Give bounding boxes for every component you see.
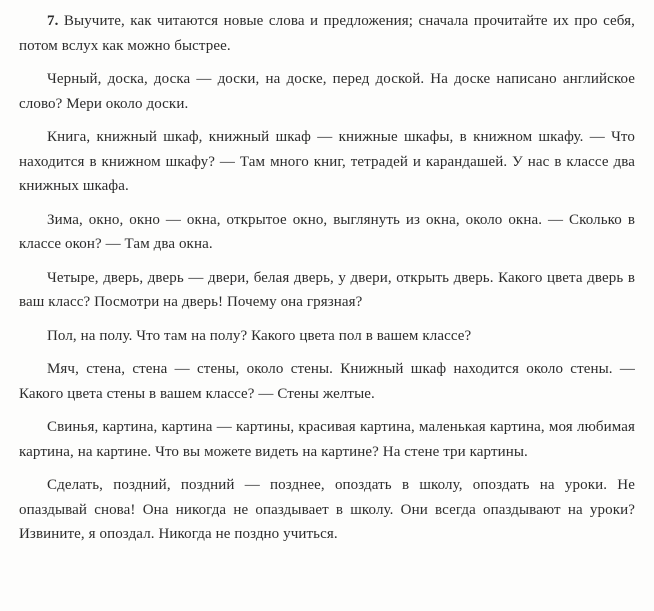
exercise-intro-paragraph: [19, 9, 635, 58]
exercise-instruction: Выучите, как читаются новые слова и предложения; сначала прочитайте их про себя, потом вслух как можно быстрее.: [19, 13, 636, 54]
paragraph-board: Черный, доска, доска — доски, на доске, перед доской. На доске написано английское слово? Мери около доски.: [19, 71, 635, 112]
paragraph-bookcase: Книга, книжный шкаф, книжный шкаф — книжные шкафы, в книжном шкафу. — Что находится в книжном шкафу? — Там много книг, тетрадей и карандашей. У нас в классе два книжных шкафа.: [19, 129, 635, 194]
paragraph-floor: Пол, на полу. Что там на полу? Какого цвета пол в вашем классе?: [47, 327, 472, 344]
paragraph-late: Сделать, поздний, поздний — позднее, опоздать в школу, опоздать на уроки. Не опаздывай снова! Она никогда не опаздывает в школу. Они всегда опаздывают на уроки? Извините, я опоздал. Никогда не поздно учиться.: [19, 477, 635, 542]
paragraph-window: Зима, окно, окно — окна, открытое окно, выглянуть из окна, около окна. — Сколько в классе окон? — Там два окна.: [19, 211, 635, 252]
paragraph-picture: Свинья, картина, картина — картины, красивая картина, маленькая картина, моя любимая картина, на картине. Что вы можете видеть на картине? На стене три картины.: [19, 419, 635, 460]
paragraph-wall: Мяч, стена, стена — стены, около стены. Книжный шкаф находится около стены. — Какого цвета стены в вашем классе? — Стены желтые.: [19, 361, 635, 402]
exercise-number: 7.: [47, 13, 59, 29]
paragraph-door: Четыре, дверь, дверь — двери, белая дверь, у двери, открыть дверь. Какого цвета дверь в ваш класс? Посмотри на дверь! Почему она грязная?: [19, 269, 635, 310]
